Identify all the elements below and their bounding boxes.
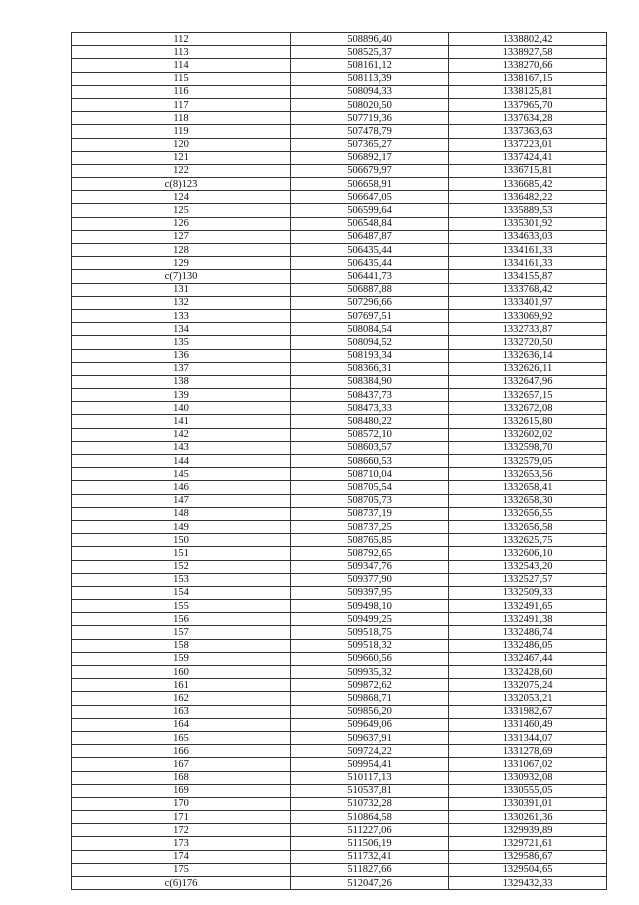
coordinates-table — [71, 32, 607, 890]
table-row — [72, 455, 607, 468]
y-coordinate-cell: 1332658,41 — [449, 481, 607, 494]
table-row — [72, 164, 607, 177]
y-coordinate-cell: 1332486,05 — [449, 639, 607, 652]
x-coordinate-cell: 508737,19 — [291, 507, 449, 520]
y-coordinate-cell: 1332656,58 — [449, 520, 607, 533]
x-coordinate-cell: 509660,56 — [291, 652, 449, 665]
x-coordinate-cell: 512047,26 — [291, 877, 449, 890]
x-coordinate-cell: 508737,25 — [291, 520, 449, 533]
point-id-cell: 119 — [72, 125, 291, 138]
point-id-cell: 167 — [72, 758, 291, 771]
x-coordinate-cell: 511732,41 — [291, 850, 449, 863]
y-coordinate-cell: 1329721,61 — [449, 837, 607, 850]
table-row — [72, 600, 607, 613]
x-coordinate-cell: 506487,87 — [291, 230, 449, 243]
y-coordinate-cell: 1331460,49 — [449, 718, 607, 731]
y-coordinate-cell: 1330391,01 — [449, 797, 607, 810]
x-coordinate-cell: 508792,65 — [291, 547, 449, 560]
y-coordinate-cell: 1332053,21 — [449, 692, 607, 705]
table-row — [72, 652, 607, 665]
point-id-cell: 143 — [72, 441, 291, 454]
point-id-cell: 162 — [72, 692, 291, 705]
x-coordinate-cell: 506887,88 — [291, 283, 449, 296]
table-row — [72, 863, 607, 876]
x-coordinate-cell: 510732,28 — [291, 797, 449, 810]
table-row — [72, 837, 607, 850]
point-id-cell: 168 — [72, 771, 291, 784]
point-id-cell: 146 — [72, 481, 291, 494]
x-coordinate-cell: 508765,85 — [291, 534, 449, 547]
point-id-cell: 147 — [72, 494, 291, 507]
point-id-cell: 120 — [72, 138, 291, 151]
point-id-cell: 132 — [72, 296, 291, 309]
y-coordinate-cell: 1338270,66 — [449, 59, 607, 72]
y-coordinate-cell: 1337223,01 — [449, 138, 607, 151]
point-id-cell: 164 — [72, 718, 291, 731]
x-coordinate-cell: 509518,32 — [291, 639, 449, 652]
y-coordinate-cell: 1329939,89 — [449, 824, 607, 837]
point-id-cell: 126 — [72, 217, 291, 230]
point-id-cell: 157 — [72, 626, 291, 639]
y-coordinate-cell: 1332606,10 — [449, 547, 607, 560]
x-coordinate-cell: 506435,44 — [291, 244, 449, 257]
x-coordinate-cell: 506892,17 — [291, 151, 449, 164]
table-row — [72, 217, 607, 230]
point-id-cell: 169 — [72, 784, 291, 797]
point-id-cell: 173 — [72, 837, 291, 850]
x-coordinate-cell: 508437,73 — [291, 389, 449, 402]
y-coordinate-cell: 1332626,11 — [449, 362, 607, 375]
table-row — [72, 811, 607, 824]
table-row — [72, 112, 607, 125]
x-coordinate-cell: 509856,20 — [291, 705, 449, 718]
point-id-cell: c(8)123 — [72, 178, 291, 191]
table-row — [72, 560, 607, 573]
point-id-cell: 172 — [72, 824, 291, 837]
point-id-cell: 170 — [72, 797, 291, 810]
y-coordinate-cell: 1330932,08 — [449, 771, 607, 784]
x-coordinate-cell: 509397,95 — [291, 586, 449, 599]
y-coordinate-cell: 1336715,81 — [449, 164, 607, 177]
point-id-cell: 140 — [72, 402, 291, 415]
point-id-cell: 149 — [72, 520, 291, 533]
point-id-cell: c(7)130 — [72, 270, 291, 283]
table-row — [72, 507, 607, 520]
y-coordinate-cell: 1332625,75 — [449, 534, 607, 547]
point-id-cell: 174 — [72, 850, 291, 863]
x-coordinate-cell: 507478,79 — [291, 125, 449, 138]
x-coordinate-cell: 509649,06 — [291, 718, 449, 731]
point-id-cell: 118 — [72, 112, 291, 125]
y-coordinate-cell: 1332467,44 — [449, 652, 607, 665]
x-coordinate-cell: 508705,54 — [291, 481, 449, 494]
point-id-cell: 151 — [72, 547, 291, 560]
y-coordinate-cell: 1332733,87 — [449, 323, 607, 336]
table-row — [72, 547, 607, 560]
table-row — [72, 191, 607, 204]
x-coordinate-cell: 508896,40 — [291, 33, 449, 46]
y-coordinate-cell: 1333069,92 — [449, 309, 607, 322]
table-row — [72, 613, 607, 626]
point-id-cell: 156 — [72, 613, 291, 626]
y-coordinate-cell: 1334161,33 — [449, 244, 607, 257]
x-coordinate-cell: 506658,91 — [291, 178, 449, 191]
x-coordinate-cell: 509347,76 — [291, 560, 449, 573]
table-row — [72, 824, 607, 837]
point-id-cell: 166 — [72, 745, 291, 758]
point-id-cell: 114 — [72, 59, 291, 72]
y-coordinate-cell: 1332636,14 — [449, 349, 607, 362]
coordinates-table-body — [72, 33, 607, 890]
x-coordinate-cell: 509954,41 — [291, 758, 449, 771]
table-row — [72, 520, 607, 533]
y-coordinate-cell: 1337634,28 — [449, 112, 607, 125]
x-coordinate-cell: 507719,36 — [291, 112, 449, 125]
table-row — [72, 46, 607, 59]
x-coordinate-cell: 509935,32 — [291, 666, 449, 679]
point-id-cell: 155 — [72, 600, 291, 613]
point-id-cell: 124 — [72, 191, 291, 204]
table-row — [72, 745, 607, 758]
y-coordinate-cell: 1330555,05 — [449, 784, 607, 797]
table-row — [72, 98, 607, 111]
point-id-cell: 161 — [72, 679, 291, 692]
y-coordinate-cell: 1329586,67 — [449, 850, 607, 863]
table-row — [72, 336, 607, 349]
x-coordinate-cell: 509377,90 — [291, 573, 449, 586]
point-id-cell: 131 — [72, 283, 291, 296]
x-coordinate-cell: 508094,52 — [291, 336, 449, 349]
table-row — [72, 718, 607, 731]
table-row — [72, 151, 607, 164]
point-id-cell: 148 — [72, 507, 291, 520]
table-row — [72, 441, 607, 454]
x-coordinate-cell: 506548,84 — [291, 217, 449, 230]
table-row — [72, 415, 607, 428]
x-coordinate-cell: 508705,73 — [291, 494, 449, 507]
x-coordinate-cell: 510117,13 — [291, 771, 449, 784]
y-coordinate-cell: 1332602,02 — [449, 428, 607, 441]
y-coordinate-cell: 1334161,33 — [449, 257, 607, 270]
point-id-cell: 125 — [72, 204, 291, 217]
point-id-cell: 158 — [72, 639, 291, 652]
x-coordinate-cell: 508366,31 — [291, 362, 449, 375]
point-id-cell: 137 — [72, 362, 291, 375]
x-coordinate-cell: 508660,53 — [291, 455, 449, 468]
table-row — [72, 705, 607, 718]
point-id-cell: c(6)176 — [72, 877, 291, 890]
table-row — [72, 389, 607, 402]
y-coordinate-cell: 1331278,69 — [449, 745, 607, 758]
table-row — [72, 626, 607, 639]
x-coordinate-cell: 508473,33 — [291, 402, 449, 415]
point-id-cell: 160 — [72, 666, 291, 679]
x-coordinate-cell: 511827,66 — [291, 863, 449, 876]
point-id-cell: 144 — [72, 455, 291, 468]
y-coordinate-cell: 1338167,15 — [449, 72, 607, 85]
point-id-cell: 141 — [72, 415, 291, 428]
point-id-cell: 153 — [72, 573, 291, 586]
x-coordinate-cell: 508710,04 — [291, 468, 449, 481]
table-row — [72, 468, 607, 481]
y-coordinate-cell: 1336685,42 — [449, 178, 607, 191]
y-coordinate-cell: 1332527,57 — [449, 573, 607, 586]
table-row — [72, 586, 607, 599]
x-coordinate-cell: 510864,58 — [291, 811, 449, 824]
y-coordinate-cell: 1333768,42 — [449, 283, 607, 296]
point-id-cell: 152 — [72, 560, 291, 573]
x-coordinate-cell: 507365,27 — [291, 138, 449, 151]
point-id-cell: 138 — [72, 375, 291, 388]
y-coordinate-cell: 1338802,42 — [449, 33, 607, 46]
x-coordinate-cell: 506647,05 — [291, 191, 449, 204]
point-id-cell: 135 — [72, 336, 291, 349]
y-coordinate-cell: 1332486,74 — [449, 626, 607, 639]
table-row — [72, 481, 607, 494]
table-row — [72, 296, 607, 309]
point-id-cell: 145 — [72, 468, 291, 481]
x-coordinate-cell: 508020,50 — [291, 98, 449, 111]
table-row — [72, 362, 607, 375]
x-coordinate-cell: 509868,71 — [291, 692, 449, 705]
y-coordinate-cell: 1332491,65 — [449, 600, 607, 613]
x-coordinate-cell: 508480,22 — [291, 415, 449, 428]
y-coordinate-cell: 1332598,70 — [449, 441, 607, 454]
table-row — [72, 283, 607, 296]
x-coordinate-cell: 506441,73 — [291, 270, 449, 283]
point-id-cell: 139 — [72, 389, 291, 402]
table-row — [72, 85, 607, 98]
point-id-cell: 154 — [72, 586, 291, 599]
y-coordinate-cell: 1338125,81 — [449, 85, 607, 98]
point-id-cell: 134 — [72, 323, 291, 336]
table-row — [72, 323, 607, 336]
table-row — [72, 758, 607, 771]
table-row — [72, 692, 607, 705]
table-row — [72, 204, 607, 217]
y-coordinate-cell: 1334633,03 — [449, 230, 607, 243]
table-row — [72, 33, 607, 46]
y-coordinate-cell: 1332428,60 — [449, 666, 607, 679]
y-coordinate-cell: 1332579,05 — [449, 455, 607, 468]
table-row — [72, 138, 607, 151]
x-coordinate-cell: 508525,37 — [291, 46, 449, 59]
x-coordinate-cell: 508094,33 — [291, 85, 449, 98]
table-row — [72, 639, 607, 652]
point-id-cell: 115 — [72, 72, 291, 85]
y-coordinate-cell: 1338927,58 — [449, 46, 607, 59]
point-id-cell: 117 — [72, 98, 291, 111]
y-coordinate-cell: 1337965,70 — [449, 98, 607, 111]
table-row — [72, 244, 607, 257]
point-id-cell: 133 — [72, 309, 291, 322]
table-row — [72, 679, 607, 692]
point-id-cell: 127 — [72, 230, 291, 243]
point-id-cell: 112 — [72, 33, 291, 46]
y-coordinate-cell: 1332075,24 — [449, 679, 607, 692]
y-coordinate-cell: 1332647,96 — [449, 375, 607, 388]
x-coordinate-cell: 508384,90 — [291, 375, 449, 388]
x-coordinate-cell: 506679,97 — [291, 164, 449, 177]
table-row — [72, 402, 607, 415]
x-coordinate-cell: 507697,51 — [291, 309, 449, 322]
x-coordinate-cell: 508161,12 — [291, 59, 449, 72]
table-row — [72, 850, 607, 863]
table-row — [72, 178, 607, 191]
y-coordinate-cell: 1331344,07 — [449, 731, 607, 744]
table-row — [72, 731, 607, 744]
x-coordinate-cell: 508572,10 — [291, 428, 449, 441]
x-coordinate-cell: 507296,66 — [291, 296, 449, 309]
point-id-cell: 136 — [72, 349, 291, 362]
x-coordinate-cell: 509637,91 — [291, 731, 449, 744]
table-row — [72, 877, 607, 890]
y-coordinate-cell: 1337424,41 — [449, 151, 607, 164]
y-coordinate-cell: 1333401,97 — [449, 296, 607, 309]
table-row — [72, 72, 607, 85]
x-coordinate-cell: 510537,81 — [291, 784, 449, 797]
table-row — [72, 375, 607, 388]
x-coordinate-cell: 511506,19 — [291, 837, 449, 850]
table-row — [72, 534, 607, 547]
y-coordinate-cell: 1332543,20 — [449, 560, 607, 573]
y-coordinate-cell: 1331982,67 — [449, 705, 607, 718]
y-coordinate-cell: 1332491,38 — [449, 613, 607, 626]
point-id-cell: 122 — [72, 164, 291, 177]
y-coordinate-cell: 1332656,55 — [449, 507, 607, 520]
x-coordinate-cell: 508193,34 — [291, 349, 449, 362]
point-id-cell: 129 — [72, 257, 291, 270]
y-coordinate-cell: 1335889,53 — [449, 204, 607, 217]
point-id-cell: 116 — [72, 85, 291, 98]
y-coordinate-cell: 1332653,56 — [449, 468, 607, 481]
table-row — [72, 494, 607, 507]
table-row — [72, 59, 607, 72]
y-coordinate-cell: 1332615,80 — [449, 415, 607, 428]
table-row — [72, 797, 607, 810]
table-row — [72, 784, 607, 797]
table-row — [72, 230, 607, 243]
table-row — [72, 573, 607, 586]
x-coordinate-cell: 509872,62 — [291, 679, 449, 692]
table-row — [72, 125, 607, 138]
table-row — [72, 428, 607, 441]
point-id-cell: 150 — [72, 534, 291, 547]
point-id-cell: 142 — [72, 428, 291, 441]
x-coordinate-cell: 511227,06 — [291, 824, 449, 837]
y-coordinate-cell: 1332720,50 — [449, 336, 607, 349]
y-coordinate-cell: 1329432,33 — [449, 877, 607, 890]
x-coordinate-cell: 509724,22 — [291, 745, 449, 758]
x-coordinate-cell: 508113,39 — [291, 72, 449, 85]
point-id-cell: 175 — [72, 863, 291, 876]
point-id-cell: 128 — [72, 244, 291, 257]
y-coordinate-cell: 1334155,87 — [449, 270, 607, 283]
x-coordinate-cell: 509499,25 — [291, 613, 449, 626]
y-coordinate-cell: 1335301,92 — [449, 217, 607, 230]
y-coordinate-cell: 1336482,22 — [449, 191, 607, 204]
table-row — [72, 771, 607, 784]
point-id-cell: 121 — [72, 151, 291, 164]
x-coordinate-cell: 506599,64 — [291, 204, 449, 217]
y-coordinate-cell: 1332658,30 — [449, 494, 607, 507]
table-row — [72, 309, 607, 322]
y-coordinate-cell: 1332672,08 — [449, 402, 607, 415]
point-id-cell: 163 — [72, 705, 291, 718]
y-coordinate-cell: 1329504,65 — [449, 863, 607, 876]
y-coordinate-cell: 1330261,36 — [449, 811, 607, 824]
y-coordinate-cell: 1337363,63 — [449, 125, 607, 138]
table-row — [72, 666, 607, 679]
table-row — [72, 257, 607, 270]
x-coordinate-cell: 509518,75 — [291, 626, 449, 639]
y-coordinate-cell: 1332657,15 — [449, 389, 607, 402]
x-coordinate-cell: 509498,10 — [291, 600, 449, 613]
x-coordinate-cell: 508603,57 — [291, 441, 449, 454]
table-row — [72, 270, 607, 283]
point-id-cell: 165 — [72, 731, 291, 744]
x-coordinate-cell: 506435,44 — [291, 257, 449, 270]
point-id-cell: 159 — [72, 652, 291, 665]
table-row — [72, 349, 607, 362]
x-coordinate-cell: 508084,54 — [291, 323, 449, 336]
y-coordinate-cell: 1332509,33 — [449, 586, 607, 599]
point-id-cell: 171 — [72, 811, 291, 824]
point-id-cell: 113 — [72, 46, 291, 59]
y-coordinate-cell: 1331067,02 — [449, 758, 607, 771]
